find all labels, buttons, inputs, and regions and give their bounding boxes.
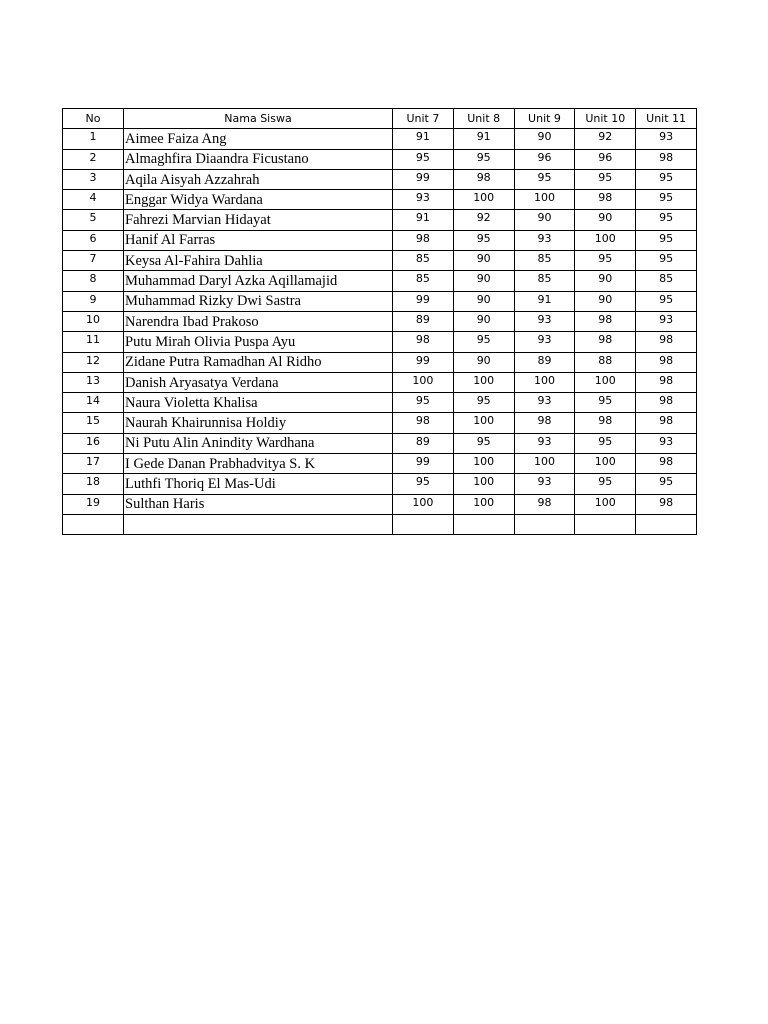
- cell-score-unit-9: 89: [514, 352, 575, 372]
- header-unit-9: Unit 9: [514, 109, 575, 129]
- empty-cell: [575, 514, 636, 534]
- cell-score-unit-7: 85: [393, 271, 454, 291]
- cell-student-name: Almaghfira Diaandra Ficustano: [124, 149, 393, 169]
- cell-no: 19: [63, 494, 124, 514]
- cell-score-unit-7: 85: [393, 251, 454, 271]
- cell-score-unit-10: 90: [575, 210, 636, 230]
- cell-no: 8: [63, 271, 124, 291]
- table-row: [63, 291, 697, 311]
- cell-score-unit-11: 98: [636, 494, 697, 514]
- cell-score-unit-7: 98: [393, 230, 454, 250]
- cell-score-unit-8: 90: [453, 352, 514, 372]
- table-body: [63, 129, 697, 535]
- cell-no: 16: [63, 433, 124, 453]
- cell-student-name: Naura Violetta Khalisa: [124, 393, 393, 413]
- cell-score-unit-7: 100: [393, 494, 454, 514]
- cell-no: 3: [63, 169, 124, 189]
- cell-score-unit-11: 85: [636, 271, 697, 291]
- cell-score-unit-9: 85: [514, 251, 575, 271]
- table-row: [63, 413, 697, 433]
- cell-no: 10: [63, 311, 124, 331]
- cell-score-unit-7: 95: [393, 474, 454, 494]
- empty-cell: [393, 514, 454, 534]
- cell-score-unit-10: 92: [575, 129, 636, 149]
- cell-score-unit-10: 88: [575, 352, 636, 372]
- header-no: No: [63, 109, 124, 129]
- cell-score-unit-8: 90: [453, 251, 514, 271]
- cell-score-unit-8: 90: [453, 271, 514, 291]
- cell-score-unit-9: 98: [514, 494, 575, 514]
- cell-student-name: Muhammad Rizky Dwi Sastra: [124, 291, 393, 311]
- cell-student-name: Naurah Khairunnisa Holdiy: [124, 413, 393, 433]
- cell-score-unit-10: 98: [575, 311, 636, 331]
- cell-student-name: Danish Aryasatya Verdana: [124, 372, 393, 392]
- table-row: [63, 332, 697, 352]
- cell-score-unit-7: 89: [393, 433, 454, 453]
- table-row: [63, 210, 697, 230]
- cell-score-unit-11: 95: [636, 190, 697, 210]
- cell-score-unit-7: 98: [393, 413, 454, 433]
- cell-student-name: Hanif Al Farras: [124, 230, 393, 250]
- cell-score-unit-9: 90: [514, 129, 575, 149]
- cell-score-unit-9: 100: [514, 454, 575, 474]
- cell-score-unit-11: 98: [636, 332, 697, 352]
- cell-score-unit-7: 91: [393, 210, 454, 230]
- table-row: [63, 433, 697, 453]
- cell-score-unit-8: 90: [453, 311, 514, 331]
- cell-score-unit-9: 90: [514, 210, 575, 230]
- cell-score-unit-10: 95: [575, 169, 636, 189]
- cell-score-unit-8: 98: [453, 169, 514, 189]
- cell-score-unit-11: 98: [636, 393, 697, 413]
- cell-no: 4: [63, 190, 124, 210]
- table-row: [63, 190, 697, 210]
- header-unit-11: Unit 11: [636, 109, 697, 129]
- cell-score-unit-9: 93: [514, 311, 575, 331]
- cell-no: 9: [63, 291, 124, 311]
- cell-score-unit-8: 100: [453, 190, 514, 210]
- cell-score-unit-11: 93: [636, 311, 697, 331]
- table-row: [63, 352, 697, 372]
- cell-student-name: Fahrezi Marvian Hidayat: [124, 210, 393, 230]
- cell-score-unit-7: 99: [393, 352, 454, 372]
- cell-score-unit-7: 100: [393, 372, 454, 392]
- cell-no: 13: [63, 372, 124, 392]
- cell-score-unit-7: 99: [393, 169, 454, 189]
- cell-score-unit-11: 95: [636, 230, 697, 250]
- cell-score-unit-9: 91: [514, 291, 575, 311]
- cell-score-unit-8: 95: [453, 433, 514, 453]
- cell-score-unit-8: 95: [453, 393, 514, 413]
- cell-student-name: Aimee Faiza Ang: [124, 129, 393, 149]
- cell-score-unit-7: 95: [393, 393, 454, 413]
- cell-score-unit-9: 95: [514, 169, 575, 189]
- table-row: [63, 393, 697, 413]
- student-scores-table: [62, 108, 697, 535]
- cell-score-unit-11: 98: [636, 372, 697, 392]
- cell-score-unit-11: 95: [636, 474, 697, 494]
- cell-student-name: Aqila Aisyah Azzahrah: [124, 169, 393, 189]
- cell-score-unit-11: 98: [636, 352, 697, 372]
- cell-score-unit-9: 93: [514, 433, 575, 453]
- cell-score-unit-10: 95: [575, 474, 636, 494]
- cell-score-unit-11: 95: [636, 291, 697, 311]
- cell-no: 11: [63, 332, 124, 352]
- cell-score-unit-9: 93: [514, 332, 575, 352]
- cell-score-unit-11: 98: [636, 454, 697, 474]
- cell-student-name: Putu Mirah Olivia Puspa Ayu: [124, 332, 393, 352]
- cell-score-unit-7: 91: [393, 129, 454, 149]
- cell-score-unit-8: 92: [453, 210, 514, 230]
- cell-student-name: Keysa Al-Fahira Dahlia: [124, 251, 393, 271]
- cell-score-unit-10: 100: [575, 494, 636, 514]
- cell-score-unit-9: 100: [514, 190, 575, 210]
- cell-score-unit-9: 100: [514, 372, 575, 392]
- cell-score-unit-7: 95: [393, 149, 454, 169]
- cell-score-unit-9: 93: [514, 393, 575, 413]
- cell-score-unit-10: 95: [575, 251, 636, 271]
- cell-score-unit-8: 100: [453, 494, 514, 514]
- cell-score-unit-10: 95: [575, 393, 636, 413]
- cell-score-unit-11: 98: [636, 413, 697, 433]
- table-row: [63, 271, 697, 291]
- cell-score-unit-10: 100: [575, 372, 636, 392]
- cell-score-unit-9: 85: [514, 271, 575, 291]
- cell-score-unit-8: 95: [453, 230, 514, 250]
- cell-score-unit-11: 95: [636, 169, 697, 189]
- cell-score-unit-10: 98: [575, 413, 636, 433]
- cell-score-unit-9: 93: [514, 230, 575, 250]
- empty-cell: [514, 514, 575, 534]
- cell-score-unit-7: 93: [393, 190, 454, 210]
- empty-cell: [636, 514, 697, 534]
- cell-student-name: Enggar Widya Wardana: [124, 190, 393, 210]
- cell-score-unit-10: 96: [575, 149, 636, 169]
- cell-score-unit-10: 100: [575, 230, 636, 250]
- cell-score-unit-10: 90: [575, 291, 636, 311]
- table-row: [63, 149, 697, 169]
- cell-student-name: Ni Putu Alin Anindity Wardhana: [124, 433, 393, 453]
- cell-score-unit-10: 90: [575, 271, 636, 291]
- cell-student-name: Narendra Ibad Prakoso: [124, 311, 393, 331]
- cell-score-unit-9: 96: [514, 149, 575, 169]
- cell-no: 2: [63, 149, 124, 169]
- table-row: [63, 230, 697, 250]
- cell-score-unit-8: 100: [453, 454, 514, 474]
- table-row: [63, 129, 697, 149]
- cell-score-unit-7: 99: [393, 454, 454, 474]
- table-row: [63, 494, 697, 514]
- empty-row: [63, 514, 697, 534]
- cell-score-unit-10: 100: [575, 454, 636, 474]
- cell-score-unit-8: 90: [453, 291, 514, 311]
- cell-no: 7: [63, 251, 124, 271]
- cell-student-name: Muhammad Daryl Azka Aqillamajid: [124, 271, 393, 291]
- cell-no: 17: [63, 454, 124, 474]
- cell-score-unit-8: 95: [453, 149, 514, 169]
- cell-student-name: Zidane Putra Ramadhan Al Ridho: [124, 352, 393, 372]
- cell-score-unit-7: 99: [393, 291, 454, 311]
- cell-score-unit-9: 93: [514, 474, 575, 494]
- cell-no: 1: [63, 129, 124, 149]
- cell-score-unit-11: 93: [636, 433, 697, 453]
- empty-cell: [453, 514, 514, 534]
- cell-score-unit-8: 95: [453, 332, 514, 352]
- header-unit-7: Unit 7: [393, 109, 454, 129]
- cell-score-unit-10: 98: [575, 190, 636, 210]
- table-row: [63, 251, 697, 271]
- cell-no: 6: [63, 230, 124, 250]
- table-row: [63, 372, 697, 392]
- cell-student-name: I Gede Danan Prabhadvitya S. K: [124, 454, 393, 474]
- cell-score-unit-7: 98: [393, 332, 454, 352]
- table-row: [63, 311, 697, 331]
- cell-student-name: Luthfi Thoriq El Mas-Udi: [124, 474, 393, 494]
- cell-score-unit-10: 95: [575, 433, 636, 453]
- cell-score-unit-8: 100: [453, 474, 514, 494]
- cell-score-unit-11: 95: [636, 210, 697, 230]
- header-nama-siswa: Nama Siswa: [124, 109, 393, 129]
- cell-score-unit-11: 98: [636, 149, 697, 169]
- cell-no: 18: [63, 474, 124, 494]
- cell-score-unit-11: 95: [636, 251, 697, 271]
- header-row: [63, 109, 697, 129]
- cell-score-unit-8: 100: [453, 372, 514, 392]
- table-row: [63, 454, 697, 474]
- cell-score-unit-7: 89: [393, 311, 454, 331]
- cell-score-unit-8: 100: [453, 413, 514, 433]
- empty-cell: [124, 514, 393, 534]
- empty-cell: [63, 514, 124, 534]
- cell-no: 12: [63, 352, 124, 372]
- cell-score-unit-8: 91: [453, 129, 514, 149]
- table-row: [63, 169, 697, 189]
- table-row: [63, 474, 697, 494]
- header-unit-10: Unit 10: [575, 109, 636, 129]
- cell-score-unit-11: 93: [636, 129, 697, 149]
- cell-score-unit-9: 98: [514, 413, 575, 433]
- cell-no: 15: [63, 413, 124, 433]
- cell-no: 5: [63, 210, 124, 230]
- cell-no: 14: [63, 393, 124, 413]
- header-unit-8: Unit 8: [453, 109, 514, 129]
- cell-score-unit-10: 98: [575, 332, 636, 352]
- cell-student-name: Sulthan Haris: [124, 494, 393, 514]
